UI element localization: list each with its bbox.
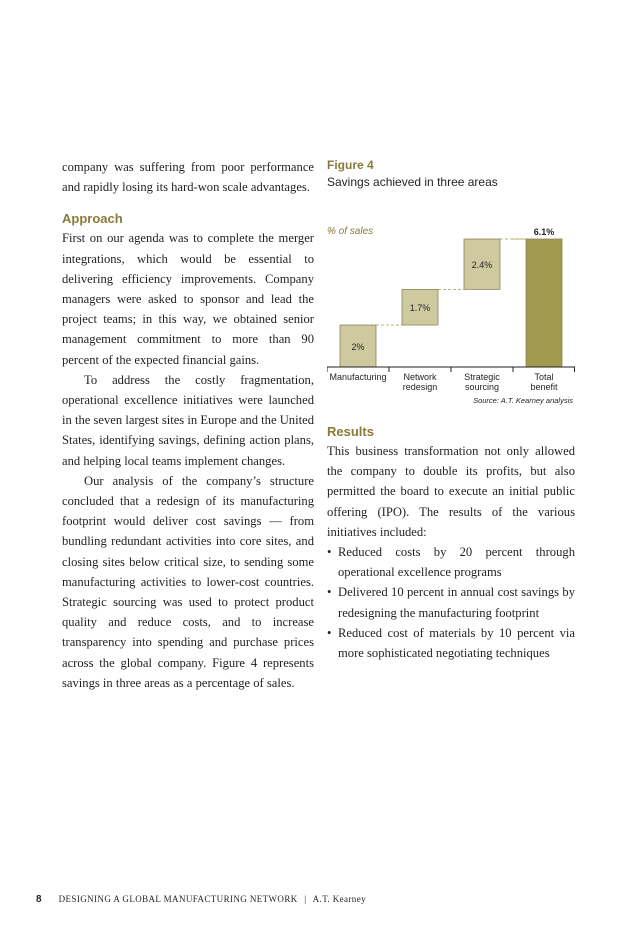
waterfall-chart	[327, 219, 575, 413]
approach-paragraph-1: First on our agenda was to complete the merger integrations, which would be essential to delivering efficiency improvements. Company managers were asked to sponsor and lead the project teams; in this way, we obtained senior management commitment to more than 90 percent of the expected financial gains.	[62, 231, 314, 367]
approach-heading: Approach	[62, 211, 123, 227]
list-item: • Delivered 10 percent in annual cost savings by redesigning the manufacturing footprint	[327, 582, 575, 622]
x-tick-label: sourcing	[464, 382, 500, 392]
approach-paragraph-2: To address the costly fragmentation, operational excellence initiatives were launched in the seven largest sites in Europe and the United States, identifying savings, defining action plans, and helping local teams implement changes.	[62, 372, 314, 468]
results-section	[327, 423, 575, 663]
x-tick-label: Manufacturing	[329, 372, 387, 382]
data-label: 2.4%	[471, 260, 493, 271]
data-label: 2%	[351, 342, 365, 353]
bullet-icon: •	[327, 585, 332, 600]
x-tick-label: Total	[534, 372, 554, 382]
x-tick-label: Strategic	[464, 372, 500, 382]
intro-paragraph: company was suffering from poor performance and rapidly losing its hard-won scale advantages.	[62, 160, 314, 195]
chart-source: Source: A.T. Kearney analysis	[473, 396, 573, 405]
data-label: 6.1%	[533, 227, 555, 237]
x-tick-label: benefit	[530, 382, 558, 392]
x-tick-label: Network	[403, 372, 437, 382]
bullet-icon: •	[327, 625, 332, 640]
results-paragraph: This business transformation not only allowed the company to double its profits, but also permitted the board to execute an initial public offering (IPO). The results of the various initiatives included:	[327, 444, 575, 539]
chart-bar	[526, 239, 562, 367]
footer-brand: A.T. Kearney	[312, 894, 367, 904]
results-heading: Results	[327, 424, 374, 439]
footer-separator: |	[304, 894, 307, 904]
list-item: • Reduced costs by 20 percent through operational excellence programs	[327, 542, 575, 582]
figure-subtitle: Savings achieved in three areas	[327, 175, 498, 189]
list-item: • Reduced cost of materials by 10 percent via more sophisticated negotiating techniques	[327, 623, 575, 663]
results-list	[327, 542, 575, 663]
right-column	[327, 157, 575, 661]
x-tick-label: redesign	[402, 382, 438, 392]
page-footer	[36, 894, 366, 905]
figure-label: Figure 4	[327, 158, 374, 172]
y-axis-label: % of sales	[327, 226, 374, 237]
footer-title: DESIGNING A GLOBAL MANUFACTURING NETWORK	[58, 894, 298, 904]
bullet-icon: •	[327, 545, 332, 560]
left-column	[62, 157, 314, 693]
approach-paragraph-3: Our analysis of the company’s structure concluded that a redesign of its manufacturing footprint would deliver cost savings — from bundling redundant activities into core sites, and closing sites below critical size, to sending some manufacturing activities to lower-cost countries. Strategic sourcing was used to protect product quality and reduce costs, and to increase transparency into spending and purchase prices across the global company. Figure 4 represents savings in three areas as a percentage of sales.	[62, 473, 314, 690]
data-label: 1.7%	[409, 303, 431, 314]
page-number: 8	[36, 894, 42, 905]
